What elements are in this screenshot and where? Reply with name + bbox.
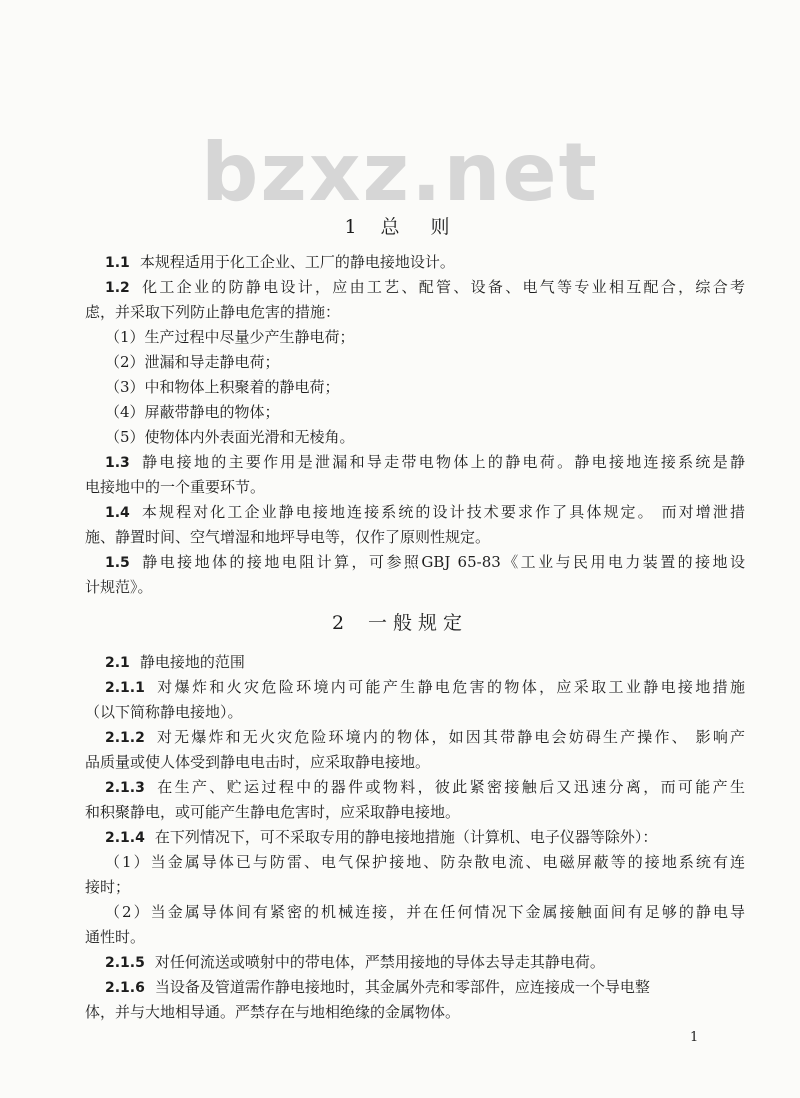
clause-text: （1）当金属导体已与防雷、电气保护接地、防杂散电流、电磁屏蔽等的接地系统有连 xyxy=(105,853,745,871)
clause-text: （3）中和物体上积聚着的静电荷； xyxy=(105,378,340,396)
clause-text: 接时； xyxy=(85,878,131,896)
clause-text: 化工企业的防静电设计，应由工艺、配管、设备、电气等专业相互配合，综合考 xyxy=(139,278,745,296)
section-1-body xyxy=(85,250,745,600)
text-line xyxy=(85,675,745,700)
text-line xyxy=(85,650,745,675)
clause-text: （1）生产过程中尽量少产生静电荷； xyxy=(105,328,355,346)
text-line xyxy=(85,450,745,475)
clause-number: 2.1.6 xyxy=(105,980,145,996)
text-line xyxy=(85,475,745,500)
clause-number: 1.4 xyxy=(105,505,130,521)
clause-text: 对任何流送或喷射中的带电体，严禁用接地的导体去导走其静电荷。 xyxy=(154,953,605,971)
section-2-heading xyxy=(0,608,800,635)
clause-text: 和积聚静电，或可能产生静电危害时，应采取静电接地。 xyxy=(85,803,461,821)
text-line xyxy=(85,975,745,1000)
text-line xyxy=(85,750,745,775)
text-line xyxy=(85,375,745,400)
clause-number: 2.1.5 xyxy=(105,955,145,971)
clause-number: 2.1.2 xyxy=(105,730,145,746)
clause-text: 在下列情况下，可不采取专用的静电接地措施（计算机、电子仪器等除外）： xyxy=(154,828,658,846)
clause-number: 2.1.3 xyxy=(105,780,145,796)
watermark: bzxz.net xyxy=(201,126,599,219)
clause-text: 体，并与大地相导通。严禁存在与地相绝缘的金属物体。 xyxy=(85,1003,461,1021)
text-line xyxy=(85,525,745,550)
clause-text: 当设备及管道需作静电接地时，其金属外壳和零部件，应连接成一个导电整 xyxy=(154,978,650,996)
section-1-heading xyxy=(0,212,800,239)
section-2-body xyxy=(85,650,745,1025)
clause-text: 品质量或使人体受到静电电击时，应采取静电接地。 xyxy=(85,753,431,771)
clause-number: 2.1 xyxy=(105,655,130,671)
section-2-number: 2 xyxy=(331,612,351,634)
clause-text: 电接地中的一个重要环节。 xyxy=(85,478,266,496)
clause-text: 本规程对化工企业静电接地连接系统的设计技术要求作了具体规定。 而对增泄措 xyxy=(139,503,745,521)
text-line xyxy=(85,400,745,425)
page-number: 1 xyxy=(690,1030,699,1045)
section-1-title: 总 则 xyxy=(380,216,456,238)
section-2-title: 一般规定 xyxy=(368,612,469,634)
text-line xyxy=(85,325,745,350)
clause-text: 静电接地的范围 xyxy=(139,653,245,671)
text-line xyxy=(85,575,745,600)
text-line xyxy=(85,950,745,975)
clause-text: 通性时。 xyxy=(85,928,146,946)
text-line xyxy=(85,800,745,825)
clause-text: 在生产、贮运过程中的器件或物料，彼此紧密接触后又迅速分离，而可能产生 xyxy=(154,778,745,796)
text-line xyxy=(85,900,745,925)
text-line xyxy=(85,350,745,375)
text-line xyxy=(85,300,745,325)
text-line xyxy=(85,500,745,525)
text-line xyxy=(85,550,745,575)
clause-text: 虑，并采取下列防止静电危害的措施： xyxy=(85,303,341,321)
clause-number: 1.3 xyxy=(105,455,130,471)
text-line xyxy=(85,1000,745,1025)
section-1-number: 1 xyxy=(344,216,363,238)
clause-number: 1.1 xyxy=(105,255,130,271)
clause-text: 静电接地的主要作用是泄漏和导走带电物体上的静电荷。静电接地连接系统是静 xyxy=(139,453,745,471)
clause-text: （2）当金属导体间有紧密的机械连接，并在任何情况下金属接触面间有足够的静电导 xyxy=(105,903,745,921)
text-line xyxy=(85,700,745,725)
clause-text: 对爆炸和火灾危险环境内可能产生静电危害的物体，应采取工业静电接地措施 xyxy=(154,678,745,696)
text-line xyxy=(85,725,745,750)
clause-text: 计规范》。 xyxy=(85,578,153,596)
text-line xyxy=(85,775,745,800)
clause-text: （5）使物体内外表面光滑和无棱角。 xyxy=(105,428,355,446)
clause-text: 本规程适用于化工企业、工厂的静电接地设计。 xyxy=(139,253,455,271)
clause-text: （2）泄漏和导走静电荷； xyxy=(105,353,280,371)
clause-number: 1.2 xyxy=(105,280,130,296)
text-line xyxy=(85,875,745,900)
text-line xyxy=(85,825,745,850)
clause-number: 2.1.4 xyxy=(105,830,145,846)
text-line xyxy=(85,275,745,300)
clause-text: （4）屏蔽带静电的物体； xyxy=(105,403,280,421)
clause-number: 1.5 xyxy=(105,555,130,571)
clause-text: 施、静置时间、空气增湿和地坪导电等，仅作了原则性规定。 xyxy=(85,528,491,546)
text-line xyxy=(85,925,745,950)
clause-text: 对无爆炸和无火灾危险环境内的物体，如因其带静电会妨碍生产操作、 影响产 xyxy=(154,728,745,746)
text-line xyxy=(85,850,745,875)
clause-number: 2.1.1 xyxy=(105,680,145,696)
clause-text: 静电接地体的接地电阻计算，可参照GBJ 65-83《工业与民用电力装置的接地设 xyxy=(139,553,745,571)
text-line xyxy=(85,250,745,275)
text-line xyxy=(85,425,745,450)
clause-text: （以下简称静电接地）。 xyxy=(85,703,243,721)
